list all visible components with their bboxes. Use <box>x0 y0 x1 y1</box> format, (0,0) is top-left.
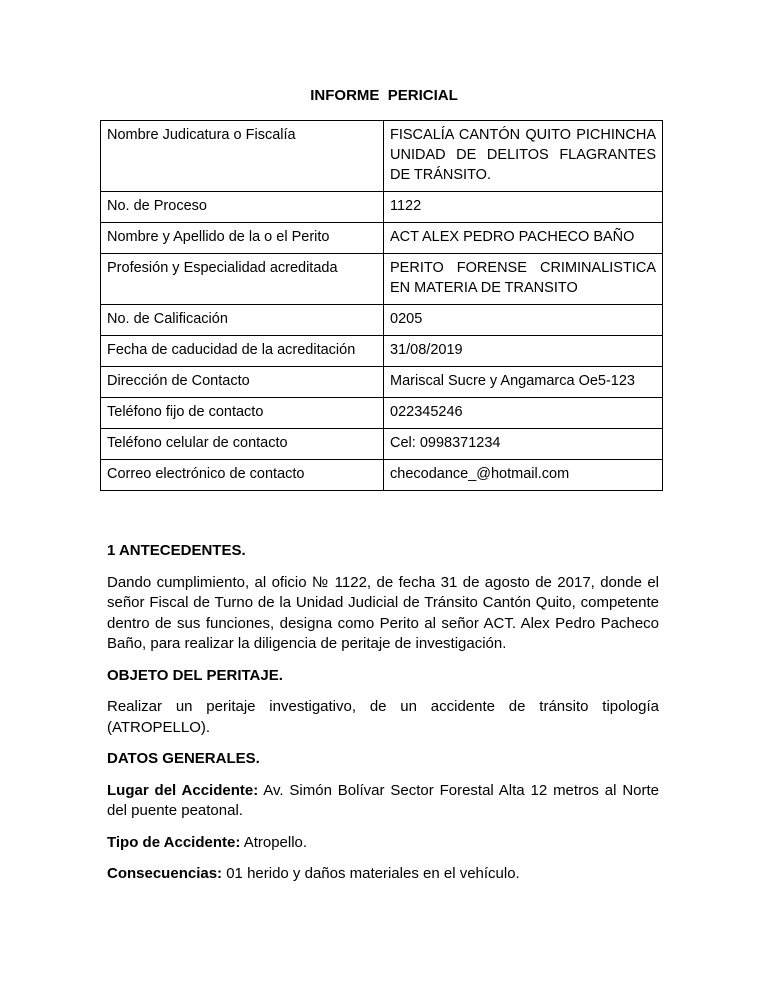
row-label: No. de Proceso <box>101 192 384 223</box>
consecuencias-value: 01 herido y daños materiales en el vehículo. <box>222 865 520 882</box>
row-value: 1122 <box>384 192 663 223</box>
row-value: ACT ALEX PEDRO PACHECO BAÑO <box>384 223 663 254</box>
row-label: No. de Calificación <box>101 305 384 336</box>
row-value: 31/08/2019 <box>384 336 663 367</box>
row-value: PERITO FORENSE CRIMINALISTICA EN MATERIA DE TRANSITO <box>384 254 663 305</box>
expert-info-table <box>100 120 663 491</box>
row-value: 022345246 <box>384 398 663 429</box>
consecuencias-label: Consecuencias: <box>107 865 223 882</box>
table-row <box>101 305 663 336</box>
report-body <box>107 541 659 896</box>
antecedentes-text: Dando cumplimiento, al oficio № 1122, de fecha 31 de agosto de 2017, donde el señor Fiscal de Turno de la Unidad Judicial de Tránsito Cantón Quito, competente dentro de sus funciones, designa como Perito al señor ACT. Alex Pedro Pacheco Baño, para realizar la diligencia de peritaje de investigación. <box>107 573 659 652</box>
table-row <box>101 460 663 491</box>
tipo-value: Atropello. <box>240 833 308 851</box>
row-value: FISCALÍA CANTÓN QUITO PICHINCHA UNIDAD DE DELITOS FLAGRANTES DE TRÁNSITO. <box>384 121 663 192</box>
row-label: Profesión y Especialidad acreditada <box>101 254 384 305</box>
table-row <box>101 254 663 305</box>
table-row <box>101 429 663 460</box>
lugar-value: Av. Simón Bolívar Sector Forestal Alta 12 metros al Norte del puente peatonal. <box>107 781 659 819</box>
consecuencias-paragraph <box>107 864 659 885</box>
lugar-label: Lugar del Accidente: <box>107 781 259 799</box>
row-value: checodance_@hotmail.com <box>384 460 663 491</box>
objeto-text: Realizar un peritaje investigativo, de un accidente de tránsito tipología (ATROPELLO). <box>107 698 659 736</box>
table-row <box>101 367 663 398</box>
tipo-label: Tipo de Accidente: <box>107 833 241 851</box>
row-value: 0205 <box>384 305 663 336</box>
row-value: Cel: 0998371234 <box>384 429 663 460</box>
row-label: Teléfono celular de contacto <box>101 429 384 460</box>
table-row <box>101 223 663 254</box>
datos-generales-heading: DATOS GENERALES. <box>107 750 260 767</box>
row-value: Mariscal Sucre y Angamarca Oe5-123 <box>384 367 663 398</box>
table-row <box>101 121 663 192</box>
table-row <box>101 336 663 367</box>
row-label: Fecha de caducidad de la acreditación <box>101 336 384 367</box>
table-row <box>101 398 663 429</box>
row-label: Dirección de Contacto <box>101 367 384 398</box>
lugar-paragraph <box>107 781 659 822</box>
row-label: Nombre Judicatura o Fiscalía <box>101 121 384 192</box>
row-label: Correo electrónico de contacto <box>101 460 384 491</box>
tipo-paragraph <box>107 833 659 854</box>
table-row <box>101 192 663 223</box>
row-label: Teléfono fijo de contacto <box>101 398 384 429</box>
antecedentes-heading: 1 ANTECEDENTES. <box>107 542 246 559</box>
row-label: Nombre y Apellido de la o el Perito <box>101 223 384 254</box>
objeto-heading: OBJETO DEL PERITAJE. <box>107 666 283 684</box>
document-title: INFORME PERICIAL <box>310 87 458 104</box>
